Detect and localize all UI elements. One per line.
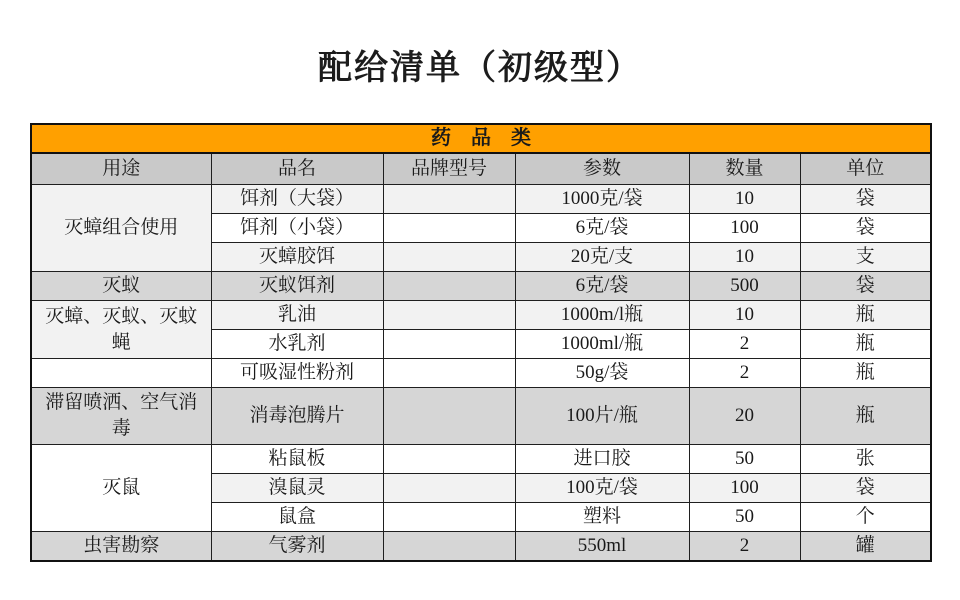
cell-brand-model (383, 445, 515, 474)
table-row (31, 532, 931, 562)
cell-param: 1000m/l瓶 (515, 301, 689, 330)
column-header-1: 品名 (211, 153, 383, 185)
cell-param: 100片/瓶 (515, 388, 689, 445)
cell-product-name: 乳油 (211, 301, 383, 330)
cell-quantity: 10 (689, 185, 800, 214)
cell-unit: 瓶 (800, 330, 931, 359)
cell-brand-model (383, 243, 515, 272)
cell-brand-model (383, 330, 515, 359)
category-band-row (31, 124, 931, 153)
table-row (31, 359, 931, 388)
cell-unit: 袋 (800, 272, 931, 301)
cell-param: 塑料 (515, 503, 689, 532)
cell-quantity: 2 (689, 359, 800, 388)
cell-param: 6克/袋 (515, 272, 689, 301)
column-header-2: 品牌型号 (383, 153, 515, 185)
cell-product-name: 鼠盒 (211, 503, 383, 532)
cell-product-name: 溴鼠灵 (211, 474, 383, 503)
cell-quantity: 2 (689, 532, 800, 562)
table-row (31, 185, 931, 214)
cell-usage: 灭蟑组合使用 (31, 185, 211, 272)
cell-param: 6克/袋 (515, 214, 689, 243)
cell-unit: 袋 (800, 474, 931, 503)
table-body (31, 185, 931, 562)
cell-unit: 罐 (800, 532, 931, 562)
cell-product-name: 饵剂（大袋） (211, 185, 383, 214)
cell-unit: 个 (800, 503, 931, 532)
cell-unit: 瓶 (800, 388, 931, 445)
cell-brand-model (383, 532, 515, 562)
cell-brand-model (383, 474, 515, 503)
column-header-0: 用途 (31, 153, 211, 185)
cell-product-name: 可吸湿性粉剂 (211, 359, 383, 388)
cell-product-name: 气雾剂 (211, 532, 383, 562)
cell-quantity: 50 (689, 503, 800, 532)
cell-unit: 张 (800, 445, 931, 474)
column-header-row (31, 153, 931, 185)
page-title: 配给清单（初级型） (318, 49, 642, 87)
table-row (31, 388, 931, 445)
cell-param: 1000ml/瓶 (515, 330, 689, 359)
cell-brand-model (383, 359, 515, 388)
cell-brand-model (383, 185, 515, 214)
cell-unit: 袋 (800, 214, 931, 243)
cell-unit: 瓶 (800, 359, 931, 388)
cell-unit: 袋 (800, 185, 931, 214)
cell-quantity: 20 (689, 388, 800, 445)
cell-brand-model (383, 272, 515, 301)
table-row (31, 272, 931, 301)
cell-quantity: 10 (689, 243, 800, 272)
category-band-label: 药 品 类 (31, 124, 931, 153)
cell-quantity: 100 (689, 214, 800, 243)
cell-product-name: 水乳剂 (211, 330, 383, 359)
cell-param: 550ml (515, 532, 689, 562)
column-header-4: 数量 (689, 153, 800, 185)
cell-param: 1000克/袋 (515, 185, 689, 214)
cell-product-name: 消毒泡腾片 (211, 388, 383, 445)
table-row (31, 445, 931, 474)
cell-brand-model (383, 301, 515, 330)
cell-unit: 瓶 (800, 301, 931, 330)
cell-param: 20克/支 (515, 243, 689, 272)
cell-quantity: 50 (689, 445, 800, 474)
cell-quantity: 100 (689, 474, 800, 503)
cell-param: 50g/袋 (515, 359, 689, 388)
cell-brand-model (383, 503, 515, 532)
cell-quantity: 2 (689, 330, 800, 359)
cell-usage: 虫害勘察 (31, 532, 211, 562)
cell-usage: 灭鼠 (31, 445, 211, 532)
supply-table (30, 123, 932, 562)
cell-brand-model (383, 214, 515, 243)
cell-quantity: 10 (689, 301, 800, 330)
cell-param: 100克/袋 (515, 474, 689, 503)
cell-product-name: 饵剂（小袋） (211, 214, 383, 243)
cell-brand-model (383, 388, 515, 445)
cell-usage: 滞留喷洒、空气消毒 (31, 388, 211, 445)
cell-usage: 灭蚁 (31, 272, 211, 301)
cell-unit: 支 (800, 243, 931, 272)
cell-usage: 灭蟑、灭蚁、灭蚊蝇 (31, 301, 211, 359)
cell-usage (31, 359, 211, 388)
cell-product-name: 灭蟑胶饵 (211, 243, 383, 272)
cell-product-name: 灭蚁饵剂 (211, 272, 383, 301)
column-header-5: 单位 (800, 153, 931, 185)
table-row (31, 301, 931, 330)
cell-product-name: 粘鼠板 (211, 445, 383, 474)
column-header-3: 参数 (515, 153, 689, 185)
cell-quantity: 500 (689, 272, 800, 301)
cell-param: 进口胶 (515, 445, 689, 474)
